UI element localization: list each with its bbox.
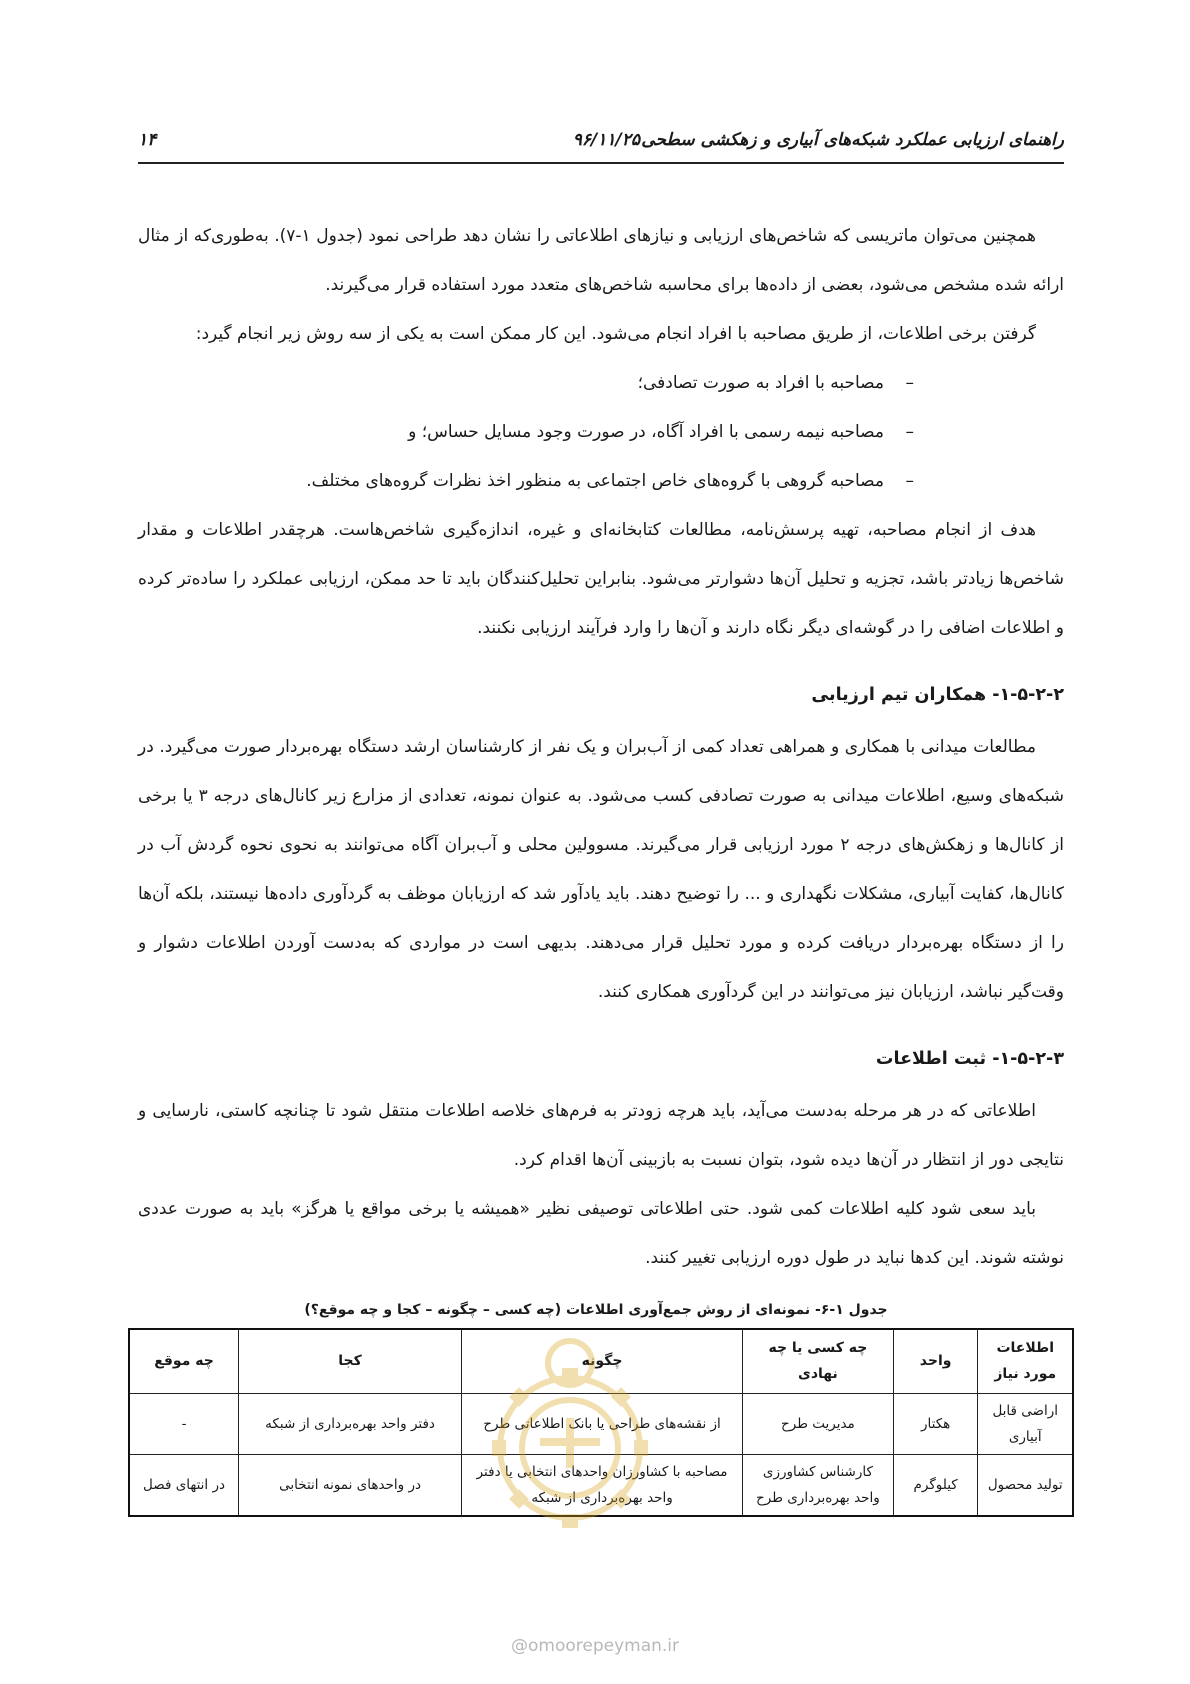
list-item-text: مصاحبه گروهی با گروه‌های خاص اجتماعی به منظور اخذ نظرات گروه‌های مختلف. bbox=[306, 471, 884, 491]
column-header: چگونه bbox=[462, 1329, 743, 1393]
section-title-team: ۱-۵-۲-۲- همکاران تیم ارزیابی bbox=[811, 685, 1064, 705]
bullet-dash: – bbox=[905, 471, 914, 491]
bullet-dash: – bbox=[905, 373, 914, 393]
column-header: چه موقع bbox=[129, 1329, 239, 1393]
paragraph-recording: اطلاعاتی که در هر مرحله به‌دست می‌آید، باید هرچه زودتر به فرم‌های خلاصه اطلاعات منتقل شود تا چنانچه کاستی، نارسایی و نتایجی دور از انتظار در آن‌ها دیده شود، بتوان نسبت به بازبینی آن‌ها اقدام کرد. bbox=[138, 1101, 1064, 1170]
paragraph-quantify: باید سعی شود کلیه اطلاعات کمی شود. حتی اطلاعاتی توصیفی نظیر «همیشه یا برخی مواقع یا هرگز» باید به صورت عددی نوشته شوند. این کدها نباید در طول دوره ارزیابی تغییر کنند. bbox=[138, 1199, 1064, 1268]
table-header-row bbox=[129, 1329, 1073, 1393]
paragraph-matrix: همچنین می‌توان ماتریسی که شاخص‌های ارزیابی و نیازهای اطلاعاتی را نشان دهد طراحی نمود (جدول ۱-۷). به‌طوری‌که از مثال ارائه شده مشخص می‌شود، بعضی از داده‌ها برای محاسبه شاخص‌های متعدد مورد استفاده قرار می‌گیرند. bbox=[138, 226, 1064, 295]
column-header: اطلاعات مورد نیاز bbox=[978, 1329, 1073, 1393]
column-header: چه کسی یا چه نهادی bbox=[743, 1329, 894, 1393]
column-header: واحد bbox=[893, 1329, 978, 1393]
data-collection-table bbox=[128, 1328, 1074, 1517]
table-row bbox=[129, 1454, 1073, 1516]
table-cell: دفتر واحد بهره‌برداری از شبکه bbox=[239, 1393, 462, 1454]
page-body bbox=[138, 212, 1064, 1283]
paragraph-interview-intro: گرفتن برخی اطلاعات، از طریق مصاحبه با افراد انجام می‌شود. این کار ممکن است به یکی از سه روش زیر انجام گیرد: bbox=[195, 324, 1036, 344]
list-item-text: مصاحبه با افراد به صورت تصادفی؛ bbox=[637, 373, 884, 393]
table-cell: اراضی قابل آبیاری bbox=[978, 1393, 1073, 1454]
table-cell: هکتار bbox=[893, 1393, 978, 1454]
table-cell: مدیریت طرح bbox=[743, 1393, 894, 1454]
table-cell: کارشناس کشاورزی واحد بهره‌برداری طرح bbox=[743, 1454, 894, 1516]
paragraph-interview-goal: هدف از انجام مصاحبه، تهیه پرسش‌نامه، مطالعات کتابخانه‌ای و غیره، اندازه‌گیری شاخص‌هاست. هرچقدر اطلاعات و مقدار شاخص‌ها زیادتر باشد، تجزیه و تحلیل آن‌ها دشوارتر می‌شود. بنابراین تحلیل‌کنندگان باید تا حد ممکن، ارزیابی عملکرد را ساده‌تر کرده و اطلاعات اضافی را در گوشه‌ای دیگر نگاه دارند و آن‌ها را وارد فرآیند ارزیابی نکنند. bbox=[138, 520, 1064, 638]
table-cell: مصاحبه با کشاورزان واحدهای انتخابی یا دفتر واحد بهره‌برداری از شبکه bbox=[462, 1454, 743, 1516]
table-cell: در انتهای فصل bbox=[129, 1454, 239, 1516]
table-cell: از نقشه‌های طراحی یا بانک اطلاعاتی طرح bbox=[462, 1393, 743, 1454]
table-cell: تولید محصول bbox=[978, 1454, 1073, 1516]
bullet-dash: – bbox=[905, 422, 914, 442]
column-header: کجا bbox=[239, 1329, 462, 1393]
footer-url: @omoorepeyman.ir bbox=[510, 1636, 680, 1656]
page-number: ۱۴ bbox=[138, 130, 157, 150]
list-item bbox=[138, 359, 914, 408]
section-title-recording: ۱-۵-۲-۳- ثبت اطلاعات bbox=[875, 1049, 1064, 1069]
table-row bbox=[129, 1393, 1073, 1454]
table-cell: - bbox=[129, 1393, 239, 1454]
page-header bbox=[138, 124, 1064, 164]
list-item-text: مصاحبه نیمه رسمی با افراد آگاه، در صورت وجود مسایل حساس؛ و bbox=[408, 422, 884, 442]
interview-methods-list bbox=[138, 359, 1064, 506]
paragraph-team: مطالعات میدانی با همکاری و همراهی تعداد کمی از آب‌بران و یک نفر از کارشناسان ارشد دستگاه بهره‌بردار صورت می‌گیرد. در شبکه‌های وسیع، اطلاعات میدانی به صورت تصادفی کسب می‌شود. به عنوان نمونه، تعدادی از مزارع زیر کانال‌های درجه ۳ یا برخی از کانال‌ها و زهکش‌های درجه ۲ مورد ارزیابی قرار می‌گیرند. مسوولین محلی و آب‌بران آگاه می‌توانند به نحوی نحوه گردش آب در کانال‌ها، کفایت آبیاری، مشکلات نگهداری و ... را توضیح دهند. باید یادآور شد که ارزیابان موظف به گردآوری داده‌ها نیستند، بلکه آن‌ها را از دستگاه بهره‌بردار دریافت کرده و مورد تحلیل قرار می‌دهند. بدیهی است در مواردی که به‌دست آوردن اطلاعات دشوار و وقت‌گیر نباشد، ارزیابان نیز می‌توانند در این گردآوری همکاری کنند. bbox=[138, 737, 1065, 1002]
table-caption: جدول ۱-۶- نمونه‌ای از روش جمع‌آوری اطلاعات (چه کسی – چگونه – کجا و چه موقع؟) bbox=[304, 1302, 888, 1318]
header-rule bbox=[138, 162, 1064, 164]
header-date: ۹۶/۱۱/۲۵ bbox=[572, 130, 640, 150]
list-item bbox=[138, 408, 914, 457]
running-title: راهنمای ارزیابی عملکرد شبکه‌های آبیاری و زهکشی سطحی bbox=[641, 130, 1064, 150]
list-item bbox=[138, 457, 914, 506]
table-cell: در واحدهای نمونه انتخابی bbox=[239, 1454, 462, 1516]
table-cell: کیلوگرم bbox=[893, 1454, 978, 1516]
